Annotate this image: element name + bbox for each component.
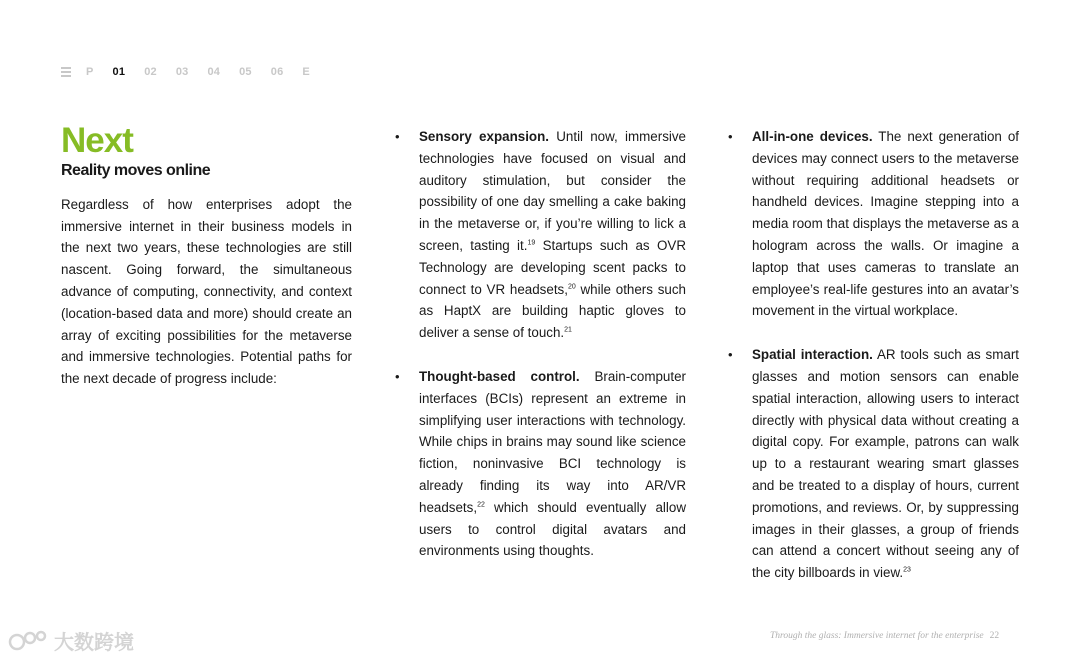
bullet-text: Until now, immersive technologies have focused on visual and auditory stimulation, but consider the possibility of one day smelling a cake baking in the metaverse or, if you’re willing to lick a screen, tasting it. (419, 129, 687, 253)
intro-paragraph: Regardless of how enterprises adopt the immersive internet in their business models in the next two years, these technologies are still nascent. Going forward, the simultaneous advance of computing, connectivity, and context (location-based data and more) should create an array of exciting possibilities for the metaverse and immersive technologies. Potential paths for the next decade of progress include: (61, 196, 352, 387)
bullet-text: The next generation of devices may connect users to the metaverse without requiring additional headsets or handheld devices. Imagine stepping into a media room that displays the metaverse as a hologram across the walls. Or imagine a laptop that uses cameras to translate an employee’s real-life gestures into an avatar’s movement in the virtual workplace. (752, 129, 1020, 319)
watermark-logo-icon (8, 629, 48, 653)
bullet-heading: Sensory expansion. (419, 129, 550, 144)
nav-item-03[interactable]: 03 (175, 66, 189, 78)
middle-column (395, 126, 686, 584)
bullet-all-in-one-devices (728, 126, 1019, 322)
bullet-heading: Spatial interaction. (752, 347, 873, 363)
section-nav (61, 65, 329, 79)
bullet-text: Brain-computer interfaces (BCIs) represent an extreme in simplifying user interactions with technology. While chips in brains may sound like science fiction, noninvasive BCI technology is already finding its way into AR/VR headsets, (419, 368, 686, 515)
nav-item-06[interactable]: 06 (270, 66, 284, 78)
bullet-dot-icon: • (728, 129, 733, 144)
bullet-text: while others such as HaptX are building haptic gloves to deliver a sense of touch. (419, 281, 686, 341)
bullet-text: AR tools such as smart glasses and motion sensors can enable spatial interaction, allowing users to interact directly with physical data without creating a digital copy. For example, patrons can walk up to a restaurant wearing smart glasses and be treated to a display of hours, current promotions, and reviews. Or, by suppressing images in their glasses, a group of friends can attend a concert without seeing any of the city billboards in view. (752, 347, 1019, 581)
page-footer (770, 631, 999, 641)
page-number: 22 (989, 631, 1000, 641)
bullet-thought-based-control (395, 366, 686, 562)
bullet-dot-icon: • (728, 347, 733, 363)
nav-item-01[interactable]: 01 (112, 66, 126, 78)
nav-item-04[interactable]: 04 (207, 66, 221, 78)
nav-item-e[interactable]: E (302, 66, 310, 78)
footnote-ref[interactable]: 21 (564, 326, 572, 334)
watermark (8, 626, 134, 655)
watermark-text: 大数跨境 (54, 632, 134, 654)
nav-item-05[interactable]: 05 (239, 66, 252, 78)
footer-title: Through the glass: Immersive internet for the enterprise (770, 631, 984, 641)
footnote-ref[interactable]: 23 (903, 566, 911, 574)
bullet-text: Startups such as OVR Technology are developing scent packs to connect to VR headsets, (419, 237, 686, 297)
footnote-ref[interactable]: 19 (527, 239, 536, 247)
section-title: Next (61, 121, 133, 160)
nav-item-02[interactable]: 02 (144, 66, 157, 78)
section-subtitle: Reality moves online (61, 162, 211, 179)
bullet-spatial-interaction (728, 344, 1019, 584)
bullet-dot-icon: • (395, 129, 400, 144)
bullet-sensory-expansion (395, 126, 686, 344)
bullet-heading: Thought-based control. (419, 368, 580, 384)
bullet-dot-icon: • (395, 368, 400, 384)
footnote-ref[interactable]: 20 (567, 283, 576, 291)
bullet-heading: All-in-one devices. (752, 129, 873, 144)
right-column (728, 126, 1019, 606)
intro-column (61, 121, 352, 390)
footnote-ref[interactable]: 22 (477, 501, 485, 509)
bullet-text: which should eventually allow users to control digital avatars and environments using thoughts. (419, 499, 686, 559)
menu-icon[interactable] (61, 65, 71, 79)
nav-item-p[interactable]: P (86, 66, 94, 78)
